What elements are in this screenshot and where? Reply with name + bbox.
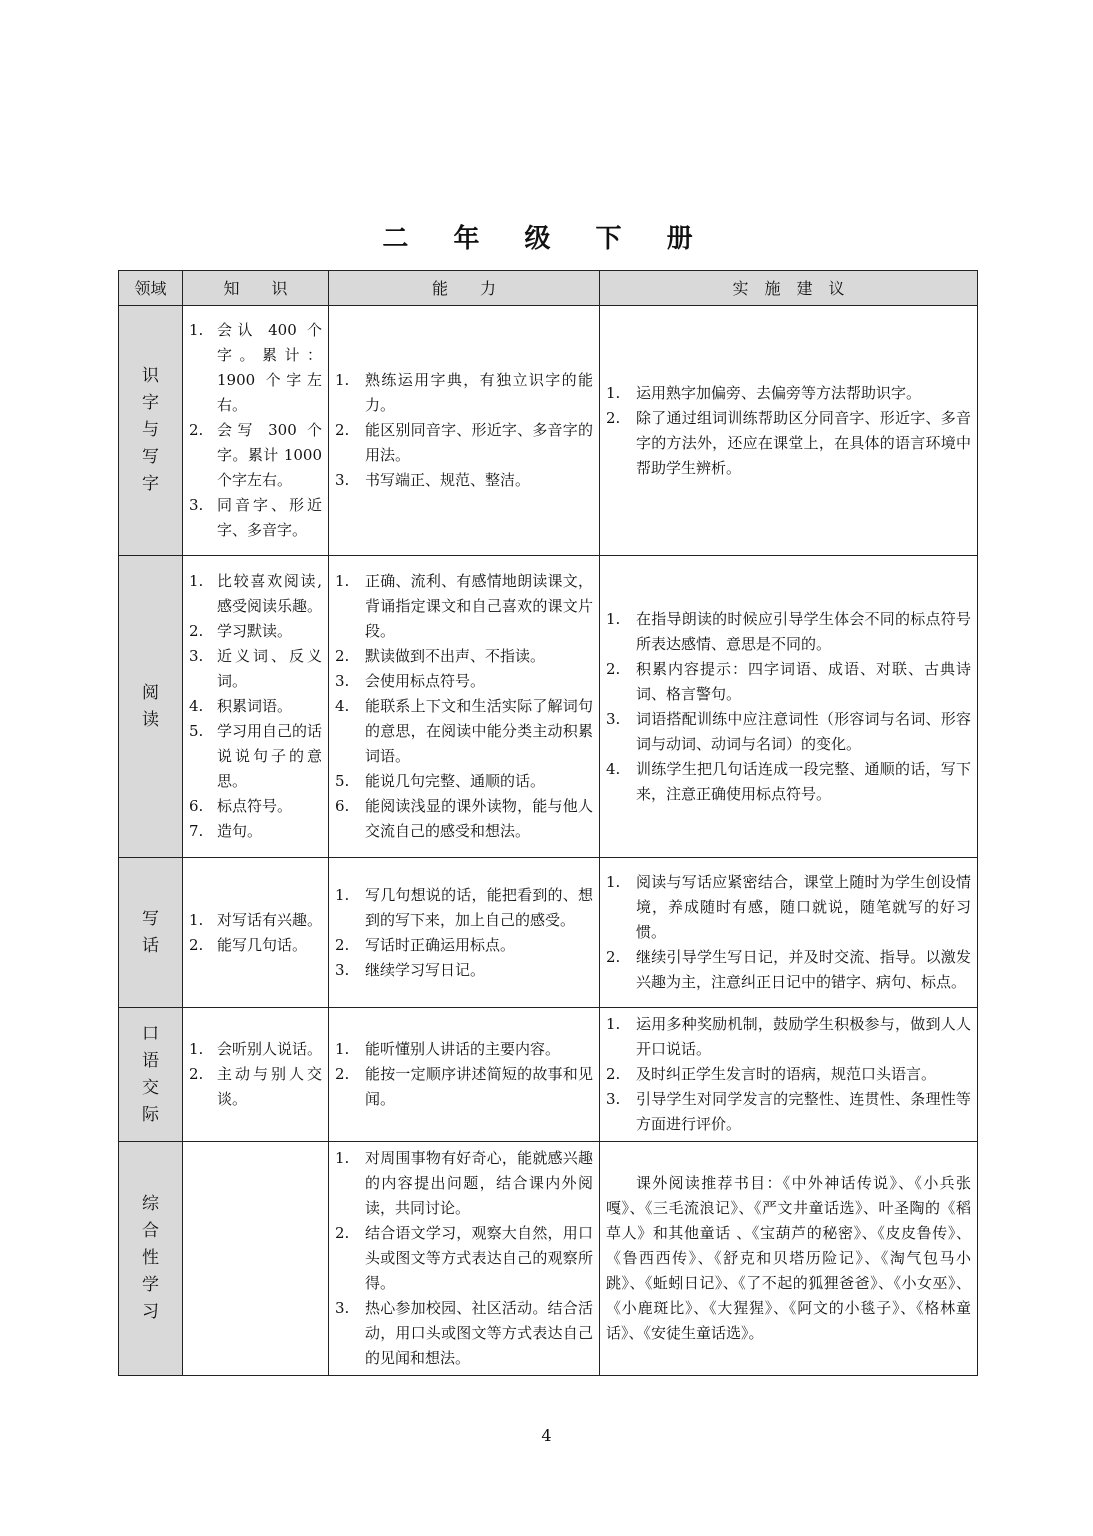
knowledge-text: 会写 300 个字。累计 1000 个字左右。: [217, 421, 322, 489]
suggestion-list: [606, 870, 971, 995]
item-number: 1.: [606, 383, 621, 402]
table-row: [119, 858, 978, 1008]
suggestion-text: 及时纠正学生发言时的语病，规范口头语言。: [636, 1065, 937, 1083]
suggestion-text: 继续引导学生写日记，并及时交流、指导。以激发兴趣为主，注意纠正日记中的错字、病句、标点。: [636, 948, 971, 991]
knowledge-text: 学习用自己的话说说句子的意思。: [217, 722, 323, 790]
item-number: 2.: [606, 948, 621, 966]
suggestion-item: [606, 757, 971, 807]
suggestion-item: [606, 607, 971, 657]
ability-item: [335, 644, 593, 669]
reading-list-text: 课外阅读推荐书目：《中外神话传说》、《小兵张嘎》、《三毛流浪记》、《严文井童话选》、叶圣陶的《稻草人》和其他童话 、《宝葫芦的秘密》、《皮皮鲁传》、《鲁西西传》、《舒克和贝塔历险记》、《淘气包马小跳》、《蚯蚓日记》、《了不起的狐狸爸爸》、《小女巫》、《小鹿斑比》、《大猩猩》、《阿文的小毯子》、《格林童话》、《安徒生童话选》。: [606, 1174, 971, 1342]
table-header-row: [119, 271, 978, 306]
knowledge-list: [189, 1037, 322, 1112]
suggestion-text: 运用多种奖励机制，鼓励学生积极参与，做到人人开口说话。: [636, 1015, 971, 1058]
item-number: 2.: [189, 622, 204, 640]
suggestion-list: [606, 607, 971, 807]
item-number: 3.: [606, 1090, 621, 1108]
ability-item: [335, 1062, 593, 1112]
knowledge-item: [189, 1062, 322, 1112]
knowledge-list: [189, 569, 322, 844]
domain-cell: [119, 1142, 183, 1376]
item-number: 6.: [335, 797, 350, 815]
item-number: 1.: [606, 609, 621, 628]
suggestion-cell: [600, 306, 978, 556]
ability-text: 继续学习写日记。: [365, 960, 486, 979]
domain-label: 写话: [142, 908, 159, 956]
domain-label: 综合性学习: [142, 1194, 159, 1322]
knowledge-item: [189, 569, 322, 619]
suggestion-item: [606, 945, 971, 995]
header-knowledge: 知 识: [183, 271, 329, 306]
item-number: 2.: [189, 421, 204, 439]
knowledge-item: [189, 318, 322, 418]
ability-text: 正确、流利、有感情地朗读课文，背诵指定课文和自己喜欢的课文片段。: [365, 572, 593, 640]
knowledge-text: 标点符号。: [217, 797, 293, 815]
item-number: 2.: [606, 659, 621, 678]
item-number: 4.: [606, 759, 621, 778]
ability-list: [335, 1146, 593, 1371]
suggestion-item: [606, 1062, 971, 1087]
ability-list: [335, 883, 593, 983]
item-number: 1.: [335, 1149, 350, 1167]
knowledge-item: [189, 644, 322, 694]
ability-text: 熟练运用字典，有独立识字的能力。: [365, 371, 593, 414]
item-number: 2.: [189, 935, 204, 954]
suggestion-item: [606, 870, 971, 945]
domain-cell: [119, 556, 183, 858]
item-number: 3.: [335, 1299, 350, 1317]
table-row: [119, 556, 978, 858]
ability-item: [335, 368, 593, 418]
knowledge-text: 比较喜欢阅读,感受阅读乐趣。: [217, 572, 323, 615]
ability-text: 写几句想说的话，能把看到的、想到的写下来，加上自己的感受。: [365, 885, 593, 929]
item-number: 2.: [335, 647, 350, 665]
ability-item: [335, 468, 593, 493]
item-number: 5.: [189, 722, 204, 740]
domain-label: 口语交际: [142, 1023, 159, 1125]
table-row: [119, 1142, 978, 1376]
knowledge-item: [189, 819, 322, 844]
ability-text: 能联系上下文和生活实际了解词句的意思，在阅读中能分类主动积累词语。: [365, 697, 593, 765]
item-number: 2.: [335, 1065, 350, 1083]
knowledge-item: [189, 719, 322, 794]
ability-list: [335, 368, 593, 493]
item-number: 1.: [606, 1015, 621, 1033]
table-row: [119, 306, 978, 556]
ability-item: [335, 1221, 593, 1296]
curriculum-table: [118, 270, 978, 1376]
ability-item: [335, 569, 593, 644]
knowledge-text: 会认 400 个字。累计：1900 个字左右。: [217, 321, 322, 414]
knowledge-item: [189, 1037, 322, 1062]
suggestion-text: 阅读与写话应紧密结合，课堂上随时为学生创设情境，养成随时有感，随口就说，随笔就写的好习惯。: [636, 873, 971, 941]
ability-text: 能阅读浅显的课外读物，能与他人交流自己的感受和想法。: [365, 797, 593, 840]
header-ability: 能 力: [329, 271, 600, 306]
knowledge-item: [189, 908, 322, 933]
item-number: 7.: [189, 822, 204, 840]
ability-text: 能听懂别人讲话的主要内容。: [365, 1040, 561, 1058]
item-number: 2.: [606, 408, 621, 427]
ability-text: 能按一定顺序讲述简短的故事和见闻。: [365, 1065, 593, 1108]
domain-label: 阅读: [142, 682, 159, 730]
item-number: 2.: [335, 935, 350, 954]
ability-list: [335, 1037, 593, 1112]
knowledge-cell: [183, 858, 329, 1008]
item-number: 1.: [335, 1040, 350, 1058]
ability-cell: [329, 1008, 600, 1142]
suggestion-item: [606, 1087, 971, 1137]
item-number: 2.: [335, 1224, 350, 1242]
ability-item: [335, 418, 593, 468]
suggestion-text: 训练学生把几句话连成一段完整、通顺的话，写下来，注意正确使用标点符号。: [636, 759, 971, 803]
knowledge-cell: [183, 1008, 329, 1142]
domain-label: 识字与写字: [142, 366, 159, 494]
ability-item: [335, 958, 593, 983]
ability-item: [335, 769, 593, 794]
knowledge-list: [189, 318, 322, 543]
knowledge-text: 造句。: [217, 822, 263, 840]
suggestion-text: 词语搭配训练中应注意词性（形容词与名词、形容词与动词、动词与名词）的变化。: [636, 709, 971, 753]
item-number: 1.: [189, 1040, 204, 1058]
header-suggestions: 实 施 建 议: [600, 271, 978, 306]
ability-text: 默读做到不出声、不指读。: [365, 647, 546, 665]
knowledge-cell: [183, 556, 329, 858]
item-number: 1.: [335, 572, 350, 590]
item-number: 1.: [189, 572, 204, 590]
knowledge-text: 能写几句话。: [217, 935, 308, 954]
suggestion-text: 引导学生对同学发言的完整性、连贯性、条理性等方面进行评价。: [636, 1090, 971, 1133]
item-number: 2.: [189, 1065, 204, 1083]
knowledge-item: [189, 933, 322, 958]
page-number: 4: [541, 1426, 552, 1445]
item-number: 3.: [606, 709, 621, 728]
ability-text: 能说几句完整、通顺的话。: [365, 772, 546, 790]
ability-text: 结合语文学习，观察大自然，用口头或图文等方式表达自己的观察所得。: [365, 1224, 593, 1292]
ability-text: 能区别同音字、形近字、多音字的用法。: [365, 421, 593, 464]
item-number: 1.: [189, 321, 204, 339]
suggestion-list: [606, 1012, 971, 1137]
knowledge-item: [189, 493, 322, 543]
ability-cell: [329, 1142, 600, 1376]
ability-text: 会使用标点符号。: [365, 672, 486, 690]
knowledge-cell: [183, 306, 329, 556]
ability-text: 书写端正、规范、整洁。: [365, 471, 531, 489]
header-domain: 领域: [119, 271, 183, 306]
ability-cell: [329, 556, 600, 858]
knowledge-list: [189, 908, 322, 958]
knowledge-item: [189, 694, 322, 719]
suggestion-cell: [600, 1142, 978, 1376]
suggestion-item: [606, 707, 971, 757]
suggestion-item: [606, 381, 971, 406]
knowledge-item: [189, 794, 322, 819]
item-number: 2.: [606, 1065, 621, 1083]
item-number: 2.: [335, 421, 350, 439]
suggestion-list: [606, 381, 971, 481]
suggestion-text: 除了通过组词训练帮助区分同音字、形近字、多音字的方法外，还应在课堂上，在具体的语言环境中帮助学生辨析。: [636, 408, 971, 477]
suggestion-cell: [600, 556, 978, 858]
knowledge-item: [189, 418, 322, 493]
suggestion-text: 运用熟字加偏旁、去偏旁等方法帮助识字。: [636, 383, 922, 402]
suggestion-cell: [600, 1008, 978, 1142]
ability-list: [335, 569, 593, 844]
ability-item: [335, 669, 593, 694]
ability-item: [335, 1037, 593, 1062]
ability-text: 热心参加校园、社区活动。结合活动，用口头或图文等方式表达自己的见闻和想法。: [365, 1299, 593, 1367]
domain-cell: [119, 858, 183, 1008]
knowledge-text: 会听别人说话。: [217, 1040, 323, 1058]
knowledge-text: 主动与别人交谈。: [217, 1065, 322, 1108]
item-number: 4.: [335, 697, 350, 715]
knowledge-text: 近义词、反义词。: [217, 647, 322, 690]
ability-text: 对周围事物有好奇心，能就感兴趣的内容提出问题，结合课内外阅读，共同讨论。: [365, 1149, 593, 1217]
ability-cell: [329, 306, 600, 556]
item-number: 3.: [189, 496, 204, 514]
ability-item: [335, 883, 593, 933]
item-number: 5.: [335, 772, 350, 790]
item-number: 4.: [189, 697, 204, 715]
item-number: 3.: [335, 471, 350, 489]
ability-item: [335, 1296, 593, 1371]
item-number: 6.: [189, 797, 204, 815]
knowledge-text: 对写话有兴趣。: [217, 910, 323, 929]
item-number: 3.: [189, 647, 204, 665]
table-row: [119, 1008, 978, 1142]
knowledge-text: 学习默读。: [217, 622, 293, 640]
item-number: 3.: [335, 672, 350, 690]
ability-item: [335, 794, 593, 844]
knowledge-item: [189, 619, 322, 644]
domain-cell: [119, 306, 183, 556]
item-number: 1.: [189, 910, 204, 929]
item-number: 1.: [335, 885, 350, 904]
knowledge-cell: [183, 1142, 329, 1376]
ability-item: [335, 933, 593, 958]
ability-cell: [329, 858, 600, 1008]
domain-cell: [119, 1008, 183, 1142]
suggestion-text: 积累内容提示：四字词语、成语、对联、古典诗词、格言警句。: [636, 659, 971, 703]
suggestion-item: [606, 657, 971, 707]
knowledge-text: 积累词语。: [217, 697, 293, 715]
knowledge-text: 同音字、形近字、多音字。: [217, 496, 322, 539]
ability-text: 写话时正确运用标点。: [365, 935, 516, 954]
suggestion-item: [606, 1012, 971, 1062]
suggestion-text: 在指导朗读的时候应引导学生体会不同的标点符号所表达感情、意思是不同的。: [636, 609, 971, 653]
item-number: 1.: [606, 873, 621, 891]
suggestion-cell: [600, 858, 978, 1008]
ability-item: [335, 1146, 593, 1221]
page-title: 二 年 级 下 册: [382, 224, 711, 254]
ability-item: [335, 694, 593, 769]
item-number: 3.: [335, 960, 350, 979]
item-number: 1.: [335, 371, 350, 389]
suggestion-item: [606, 406, 971, 481]
